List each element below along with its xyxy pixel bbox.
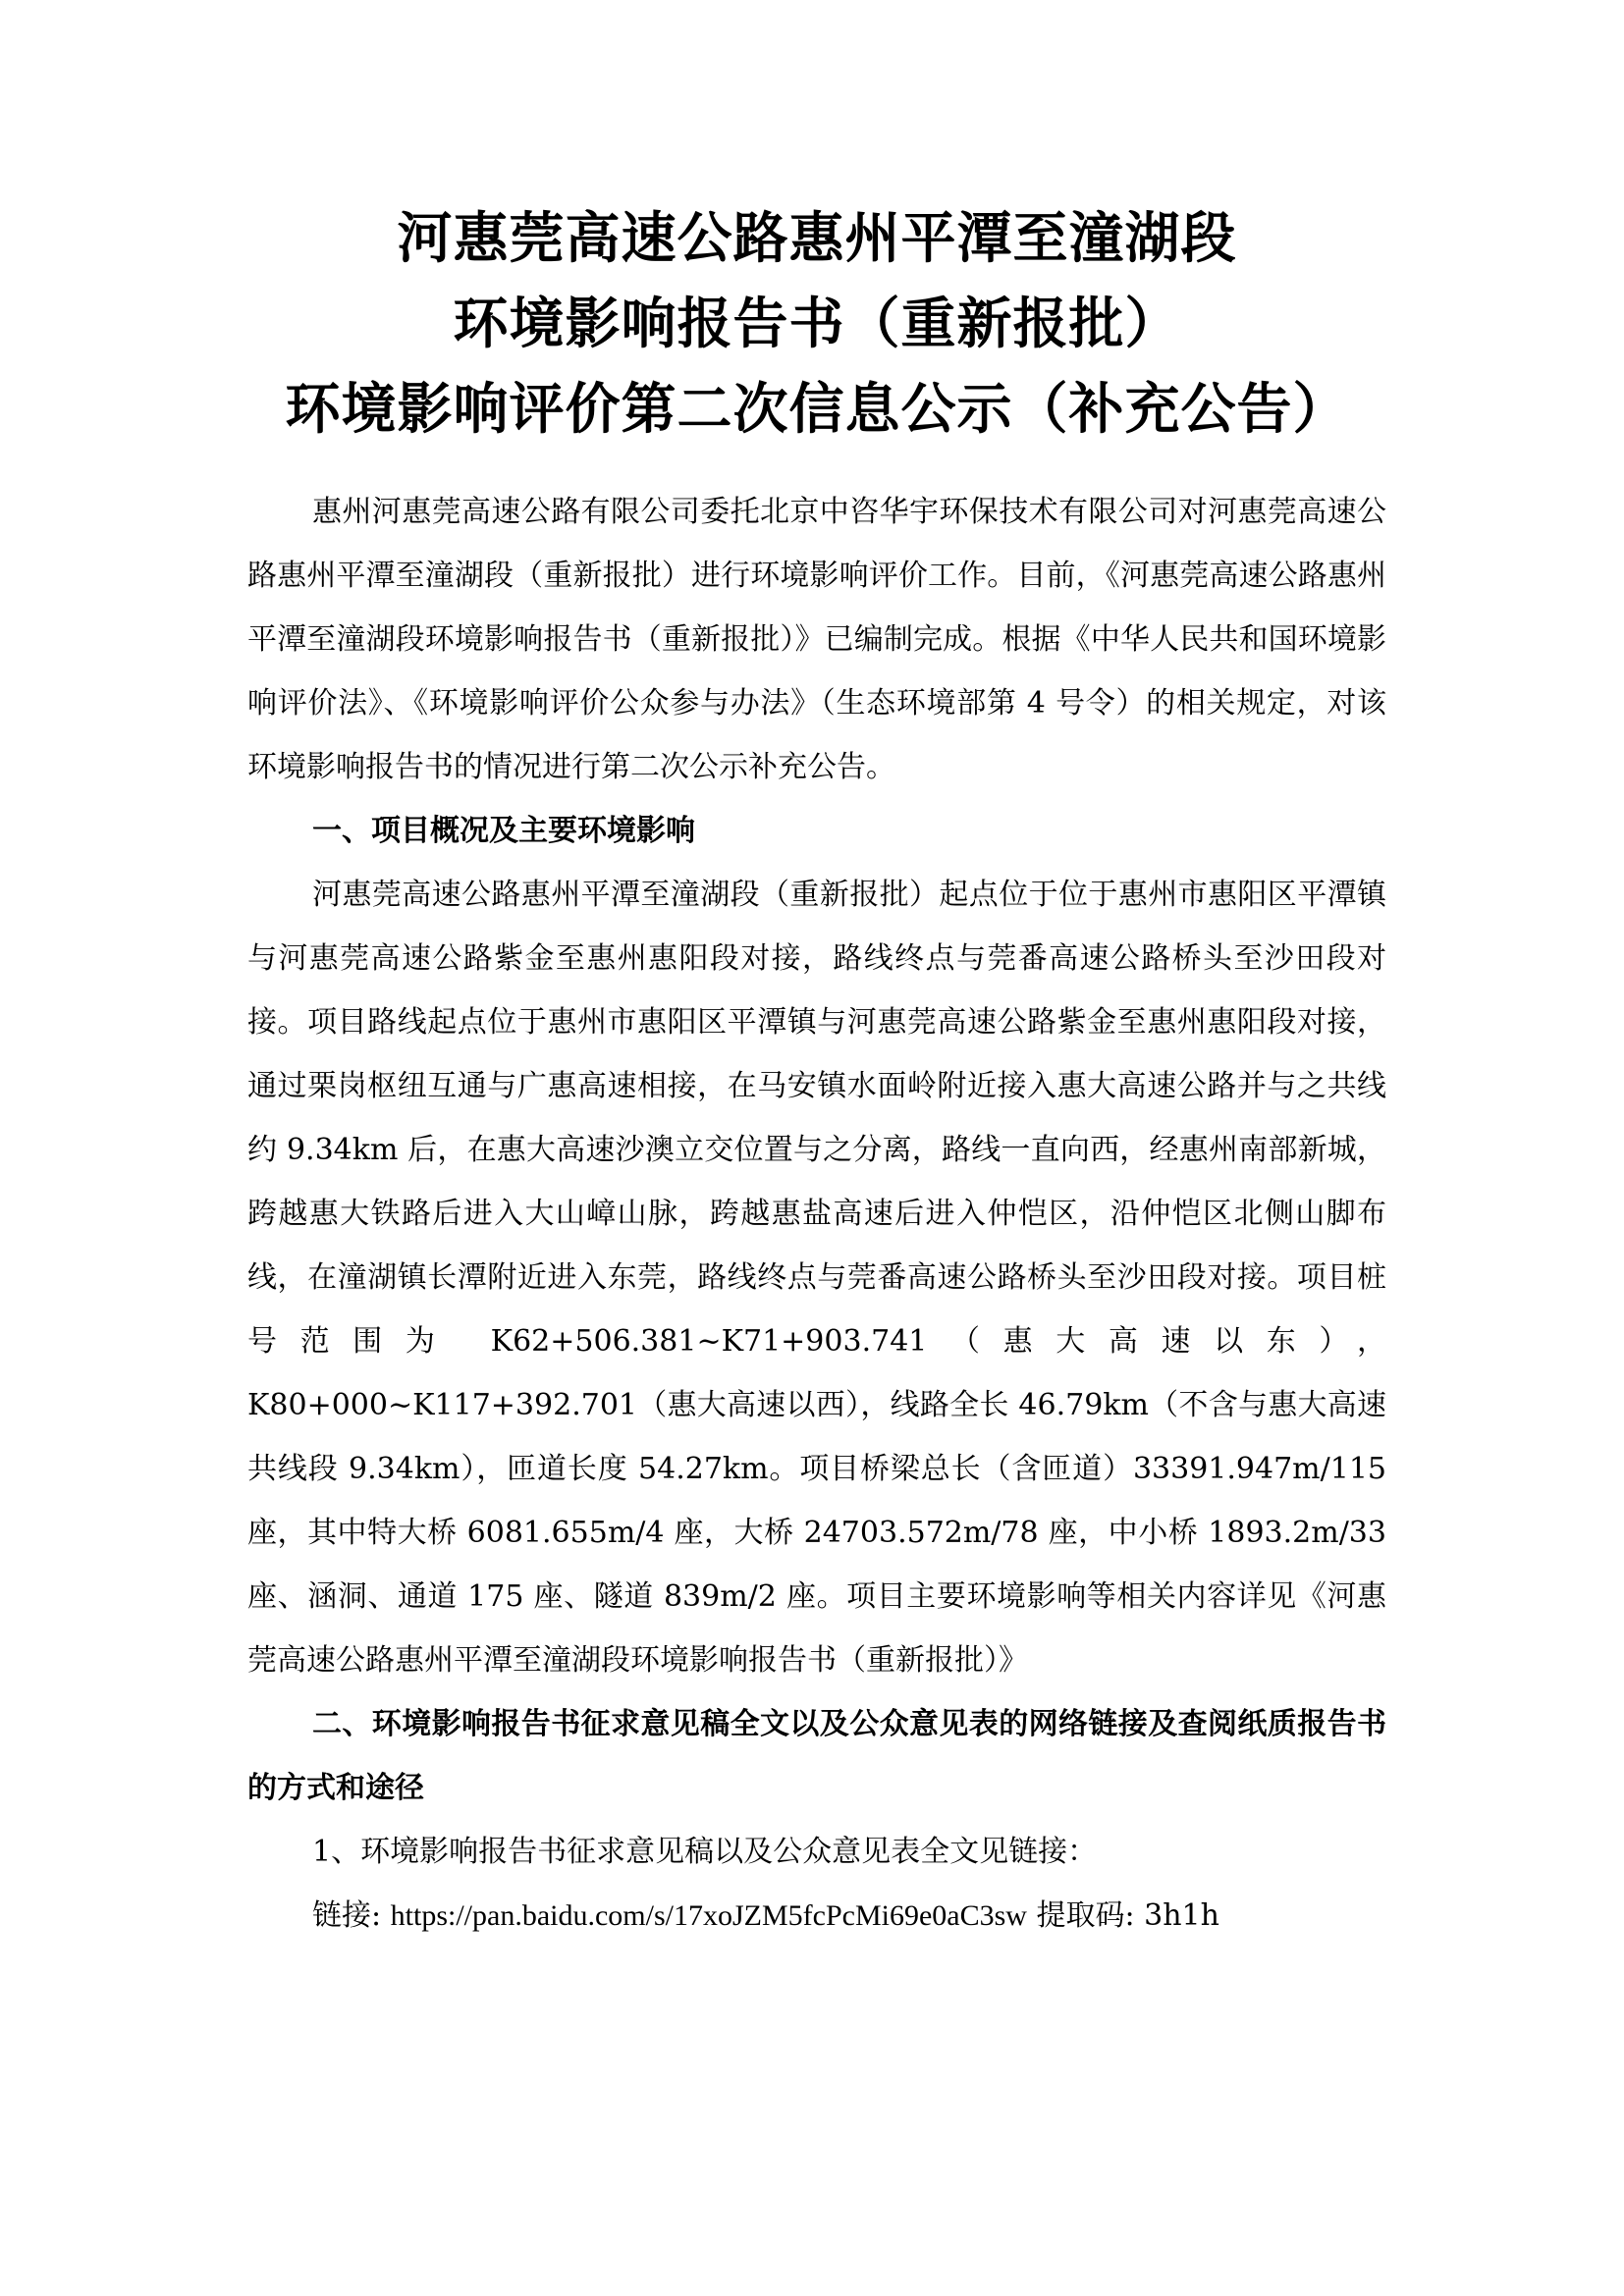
title-line-2: 环境影响报告书（重新报批） xyxy=(453,293,1181,356)
section-1-body: 河惠莞高速公路惠州平潭至潼湖段（重新报批）起点位于位于惠州市惠阳区平潭镇与河惠莞高速公路紫金至惠州惠阳段对接，路线终点与莞番高速公路桥头至沙田段对接。项目路线起点位于惠州市惠阳区平潭镇与河惠莞高速公路紫金至惠州惠阳段对接，通过栗岗枢纽互通与广惠高速相接，在马安镇水面岭附近接入惠大高速公路并与之共线约 9.34km 后，在惠大高速沙澳立交位置与之分离，路线一直向西，经惠州南部新城，跨越惠大铁路后进入大山嶂山脉，跨越惠盐高速后进入仲恺区，沿仲恺区北侧山脚布线，在潼湖镇长潭附近进入东莞，路线终点与莞番高速公路桥头至沙田段对接。项目桩号范围为 K62+506.381~K71+903.741（惠大高速以东），K80+000~K117+392.701（惠大高速以西），线路全长 46.79km（不含与惠大高速共线段 9.34km），匝道长度 54.27km。项目桥梁总长（含匝道）33391.947m/115 座，其中特大桥 6081.655m/4 座，大桥 24703.572m/78 座，中小桥 1893.2m/33 座、涵洞、通道 175 座、隧道 839m/2 座。项目主要环境影响等相关内容详见《河惠莞高速公路惠州平潭至潼湖段环境影响报告书（重新报批）》 xyxy=(247,878,1386,1678)
download-link-url[interactable]: https://pan.baidu.com/s/17xoJZM5fcPcMi69e0aC3sw xyxy=(390,1899,1027,1932)
title-line-3: 环境影响评价第二次信息公示（补充公告） xyxy=(285,378,1349,442)
link-label: 链接: xyxy=(312,1898,391,1933)
section-2-item-1: 1、环境影响报告书征求意见稿以及公众意见表全文见链接： xyxy=(312,1835,1098,1869)
title-line-1: 河惠莞高速公路惠州平潭至潼湖段 xyxy=(397,207,1237,271)
section-1-heading: 一、项目概况及主要环境影响 xyxy=(312,814,695,848)
extraction-code: 提取码: 3h1h xyxy=(1036,1898,1219,1933)
document-title xyxy=(247,196,1386,453)
document-page xyxy=(247,196,1386,1948)
section-2-heading: 二、环境影响报告书征求意见稿全文以及公众意见表的网络链接及查阅纸质报告书的方式和途径 xyxy=(247,1707,1386,1805)
intro-paragraph: 惠州河惠莞高速公路有限公司委托北京中咨华宇环保技术有限公司对河惠莞高速公路惠州平潭至潼湖段（重新报批）进行环境影响评价工作。目前，《河惠莞高速公路惠州平潭至潼湖段环境影响报告书（重新报批）》已编制完成。根据《中华人民共和国环境影响评价法》、《环境影响评价公众参与办法》（生态环境部第 4 号令）的相关规定，对该环境影响报告书的情况进行第二次公示补充公告。 xyxy=(247,495,1386,784)
download-link-line xyxy=(247,1884,1386,1948)
